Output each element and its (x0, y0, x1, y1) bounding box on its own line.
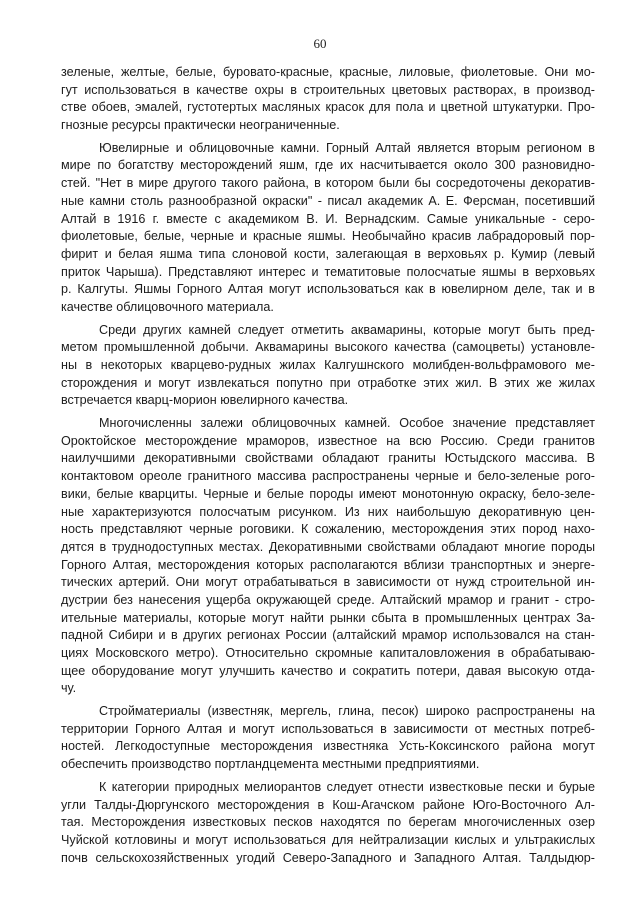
text-line: ностей. Легкодоступные месторождения известняка Усть-Коксинского района могут (61, 739, 595, 754)
text-line: падной Сибири и в других регионах России (алтайский мрамор использовался на стан- (61, 628, 595, 643)
text-line: обеспечить производство портландцемента местными предприятиями. (61, 757, 480, 772)
text-line: вики, белые кварциты. Черные и белые породы имеют монотонную окраску, бело-зеле- (61, 486, 595, 501)
text-line: наилучшими декоративными свойствами обладают граниты Юстыдского массива. В (61, 451, 595, 466)
text-line: щее оборудование могут улучшить качество и сократить потери, давая высокую отда- (61, 663, 595, 678)
text-line: фиолетовые, белые, черные и красные яшмы. Необычайно красив лабрадоровый пор- (61, 229, 595, 244)
text-line: циях Московского метро). Относительно скромные капиталовложения в обрабатываю- (61, 646, 595, 660)
text-line: р. Калгуты. Яшмы Горного Алтая могут использоваться как в ювелирном деле, так и в (61, 282, 595, 297)
text-line: стве обоев, эмалей, густотертых масляных красок для пола и цветной штукатурки. Про- (61, 100, 595, 115)
body-text (61, 64, 595, 867)
text-line: территории Горного Алтая и могут использоваться в зависимости от местных потреб- (61, 721, 595, 736)
text-line: почв сельскохозяйственных угодий Северо-Западного и Западного Алтая. Талдыдюр- (61, 850, 595, 865)
text-line: Среди других камней следует отметить аквамарины, которые могут быть пред- (99, 322, 595, 337)
text-line: ны в некоторых кварцево-рудных жилах Калгушнского молибден-вольфрамового ме- (61, 358, 595, 372)
text-line: качестве облицовочного материала. (61, 299, 274, 314)
text-line: Стройматериалы (известняк, мергель, глина, песок) широко распространены на (99, 704, 595, 719)
text-line: чу. (61, 681, 77, 696)
text-line: тая. Месторождения известковых песков находятся по берегам многочисленных озер (61, 815, 595, 830)
text-line: мире по богатству месторождений яшм, где их насчитывается около 300 разновидно- (61, 158, 595, 173)
text-line: гут использоваться в качестве охры в строительных цветовых растворах, в производ- (61, 82, 595, 97)
text-line: Многочисленны залежи облицовочных камней. Особое значение представляет (99, 416, 595, 431)
text-line: метом промышленной добычи. Аквамарины высокого качества (самоцветы) установле- (61, 340, 595, 355)
text-line: приток Чарыша). Представляют интерес и тематитовые полосчатые яшмы в верховьях (61, 264, 595, 279)
text-line: Чуйской котловины и могут использоваться для нейтрализации кислых и ультракислых (61, 832, 595, 847)
text-line: Алтай в 1916 г. вместе с академиком В. И. Вернадским. Самые уникальные - серо- (61, 211, 595, 226)
text-line: тических артерий. Они могут отрабатываться в зависимости от нужд строительной ин- (61, 575, 595, 590)
text-line: К категории природных мелиорантов следует отнести известковые пески и бурые (99, 779, 595, 794)
text-line: Ювелирные и облицовочные камни. Горный Алтай является вторым регионом в (99, 140, 595, 155)
text-line: сторождения и могут извлекаться попутно при отработке этих жил. В этих же жилах (61, 375, 595, 390)
text-line: дятся в труднодоступных местах. Декоративными свойствами обладают многие породы (61, 539, 595, 554)
text-line: Ороктойское месторождение мраморов, известное на всю Россию. Среди гранитов (61, 433, 595, 448)
text-line: ительные материалы, которые могут найти рынки сбыта в промышленных центрах За- (61, 610, 595, 625)
text-line: встречается кварц-морион ювелирного качества. (61, 393, 349, 408)
text-line: ные характеризуются полосчатым рисунком. Из них наибольшую декоративную цен- (61, 504, 595, 519)
page-number: 60 (313, 36, 327, 51)
text-line: фирит и белая яшма типа слоновой кости, залегающая в верховьях р. Кумир (левый (61, 246, 595, 261)
text-line: ность представляют черные роговики. К сожалению, месторождения этих пород нахо- (61, 522, 595, 537)
text-line: угли Талды-Дюргунского месторождения в Кош-Агачском районе Юго-Восточного Ал- (61, 797, 595, 812)
text-line: ные камни столь разнообразной окраски" - писал академик А. Е. Ферсман, посетивший (61, 193, 595, 208)
text-line: зеленые, желтые, белые, буровато-красные, красные, лиловые, фиолетовые. Они мо- (61, 65, 595, 79)
text-line: Горного Алтая, месторождения которых располагаются вблизи транспортных и энерге- (61, 557, 595, 572)
text-line: контактовом ореоле гранитного массива распространены черные и бело-зеленые рого- (61, 469, 595, 484)
text-line: гнозные ресурсы практически неограниченные. (61, 118, 340, 133)
text-line: дустрии без нанесения ущерба окружающей среде. Алтайский мрамор и гранит - стро- (61, 592, 595, 607)
text-line: стей. "Нет в мире другого такого района, в котором были бы сосредоточены декоратив- (61, 176, 595, 191)
